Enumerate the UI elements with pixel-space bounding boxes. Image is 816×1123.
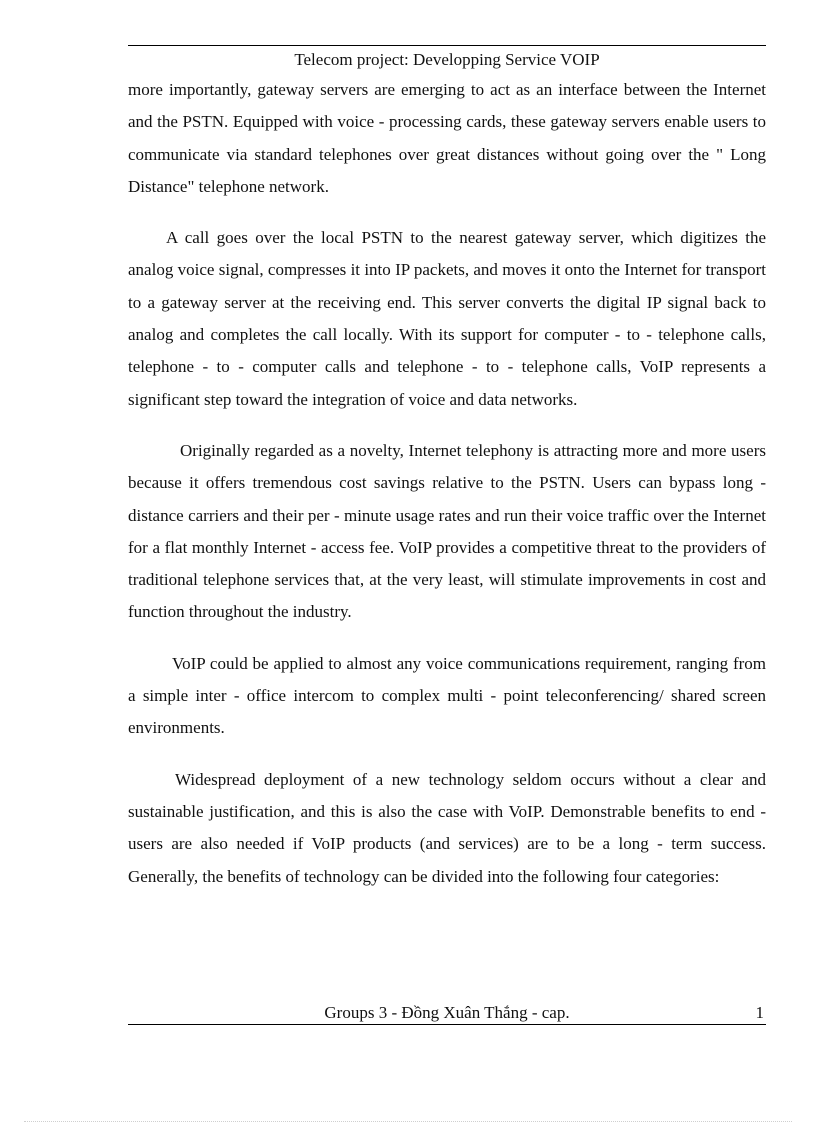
paragraph-1: more importantly, gateway servers are emerging to act as an interface between the Internet and the PSTN. Equipped with voice - processing cards, these gateway servers enable users to communicate via standard telephones over great distances without going over the " Long Distance" telephone network. (128, 80, 766, 196)
footer-text: Groups 3 - Đồng Xuân Thắng - cap. (324, 1003, 570, 1022)
paragraph-2: A call goes over the local PSTN to the nearest gateway server, which digitizes the analog voice signal, compresses it into IP packets, and moves it onto the Internet for transport to a gateway server at the receiving end. This server converts the digital IP signal back to analog and completes the call locally. With its support for computer - to - telephone calls, telephone - to - computer calls and telephone - to - telephone calls, VoIP represents a significant step toward the integration of voice and data networks. (128, 228, 766, 409)
page-footer (128, 1002, 766, 1025)
page-number: 1 (755, 1003, 764, 1022)
paragraph-5: Widespread deployment of a new technology seldom occurs without a clear and sustainable justification, and this is also the case with VoIP. Demonstrable benefits to end - users are also needed if VoIP products (and services) are to be a long - term success. Generally, the benefits of technology can be divided into the following four categories: (128, 769, 766, 886)
paragraph-4: VoIP could be applied to almost any voice communications requirement, ranging from a simple inter - office intercom to complex multi - point teleconferencing/ shared screen environments. (128, 653, 766, 738)
header-rule (128, 45, 766, 46)
page-bottom-divider (24, 1121, 792, 1122)
header-title: Telecom project: Developping Service VOIP (294, 50, 600, 69)
paragraph-3: Originally regarded as a novelty, Internet telephony is attracting more and more users because it offers tremendous cost savings relative to the PSTN. Users can bypass long - distance carriers and their per - minute usage rates and run their voice traffic over the Internet for a flat monthly Internet - access fee. VoIP provides a competitive threat to the providers of traditional telephone services that, at the very least, will stimulate improvements in cost and function throughout the industry. (128, 440, 766, 622)
body-text (128, 74, 766, 912)
